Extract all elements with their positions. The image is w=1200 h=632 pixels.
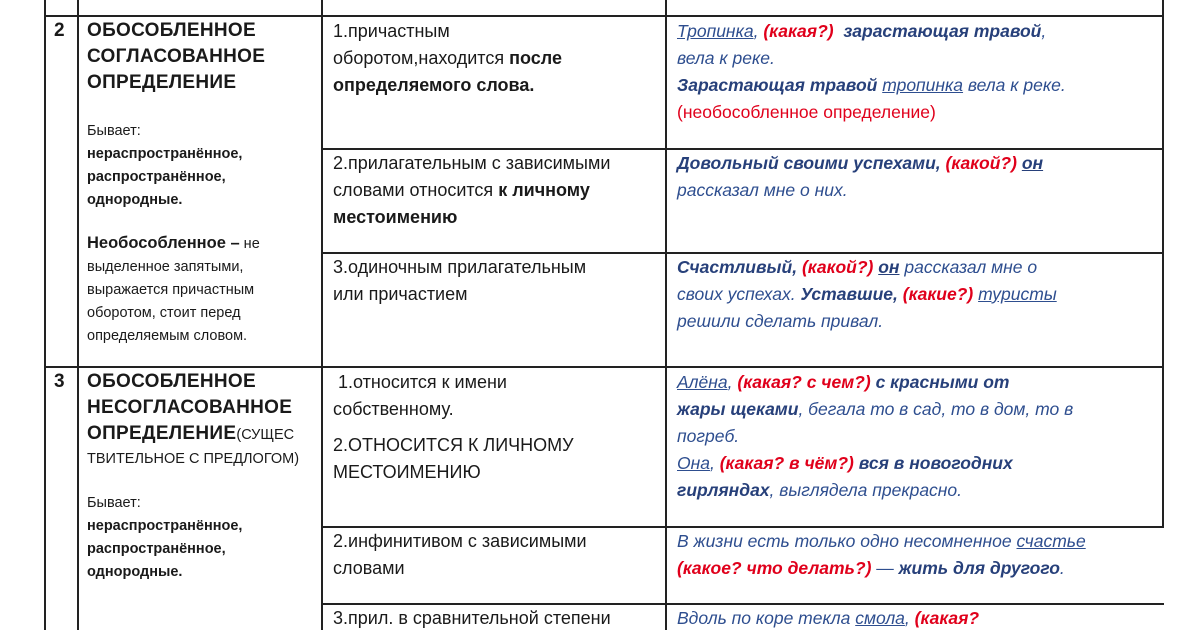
case-example: Тропинка, (какая?) зарастающая травой, вела к реке. Зарастающая травой тропинка вела к реке. (необособленное определение) (677, 21, 1066, 122)
table-border-right (1162, 0, 1164, 527)
case-example: Довольный своими успехами, (какой?) он рассказал мне о них. (677, 153, 1044, 200)
definition-types: Бывает: нераспространённое, распространённое, однородные. (87, 123, 243, 208)
case-example: В жизни есть только одно несомненное счастье (какое? что делать?) — жить для другого. (677, 531, 1086, 578)
definition-types: Бывает: нераспространённое, распространённое, однородные. (87, 495, 243, 580)
case-description: 2.инфинитивом с зависимыми словами (333, 531, 587, 578)
table-top-rule (44, 15, 1164, 17)
case-example: Вдоль по коре текла смола, (какая? (677, 608, 980, 628)
definition-title: ОБОСОБЛЕННОЕ НЕСОГЛАСОВАННОЕ ОПРЕДЕЛЕНИЕ(СУЩЕС ТВИТЕЛЬНОЕ С ПРЕДЛОГОМ) (87, 371, 300, 467)
table-border-left (44, 0, 46, 630)
table-divider-col3 (665, 0, 667, 630)
case-example: Счастливый, (какой?) он рассказал мне о своих успехах. Уставшие, (какие?) туристы решили сделать привал. (677, 257, 1057, 331)
row-rule-3 (44, 366, 1164, 368)
table-divider-num (77, 0, 79, 630)
neobos-note: Необособленное – не выделенное запятыми, выражается причастным оборотом, стоит перед определяемым словом. (87, 234, 260, 344)
case-description: 1.причастным оборотом,находится после определяемого слова. (333, 21, 562, 95)
case-example: Алёна, (какая? с чем?) с красными от жары щеками, бегала то в сад, то в дом, то в погреб. Она, (какая? в чём?) вся в новогодних гирляндах, выглядела прекрасно. (677, 372, 1074, 500)
case-description: 1.относится к имени собственному. 2.ОТНОСИТСЯ К ЛИЧНОМУ МЕСТОИМЕНИЮ (333, 372, 574, 482)
case-description: 3.прил. в сравнительной степени (333, 608, 611, 628)
row-number: 2 (54, 20, 65, 41)
row-number: 3 (54, 371, 65, 392)
table-divider-col2 (321, 0, 323, 630)
definition-title: ОБОСОБЛЕННОЕ СОГЛАСОВАННОЕ ОПРЕДЕЛЕНИЕ (87, 20, 266, 93)
case-description: 3.одиночным прилагательным или причастием (333, 257, 587, 304)
case-description: 2.прилагательным с зависимыми словами относится к личному местоимению (333, 153, 611, 227)
